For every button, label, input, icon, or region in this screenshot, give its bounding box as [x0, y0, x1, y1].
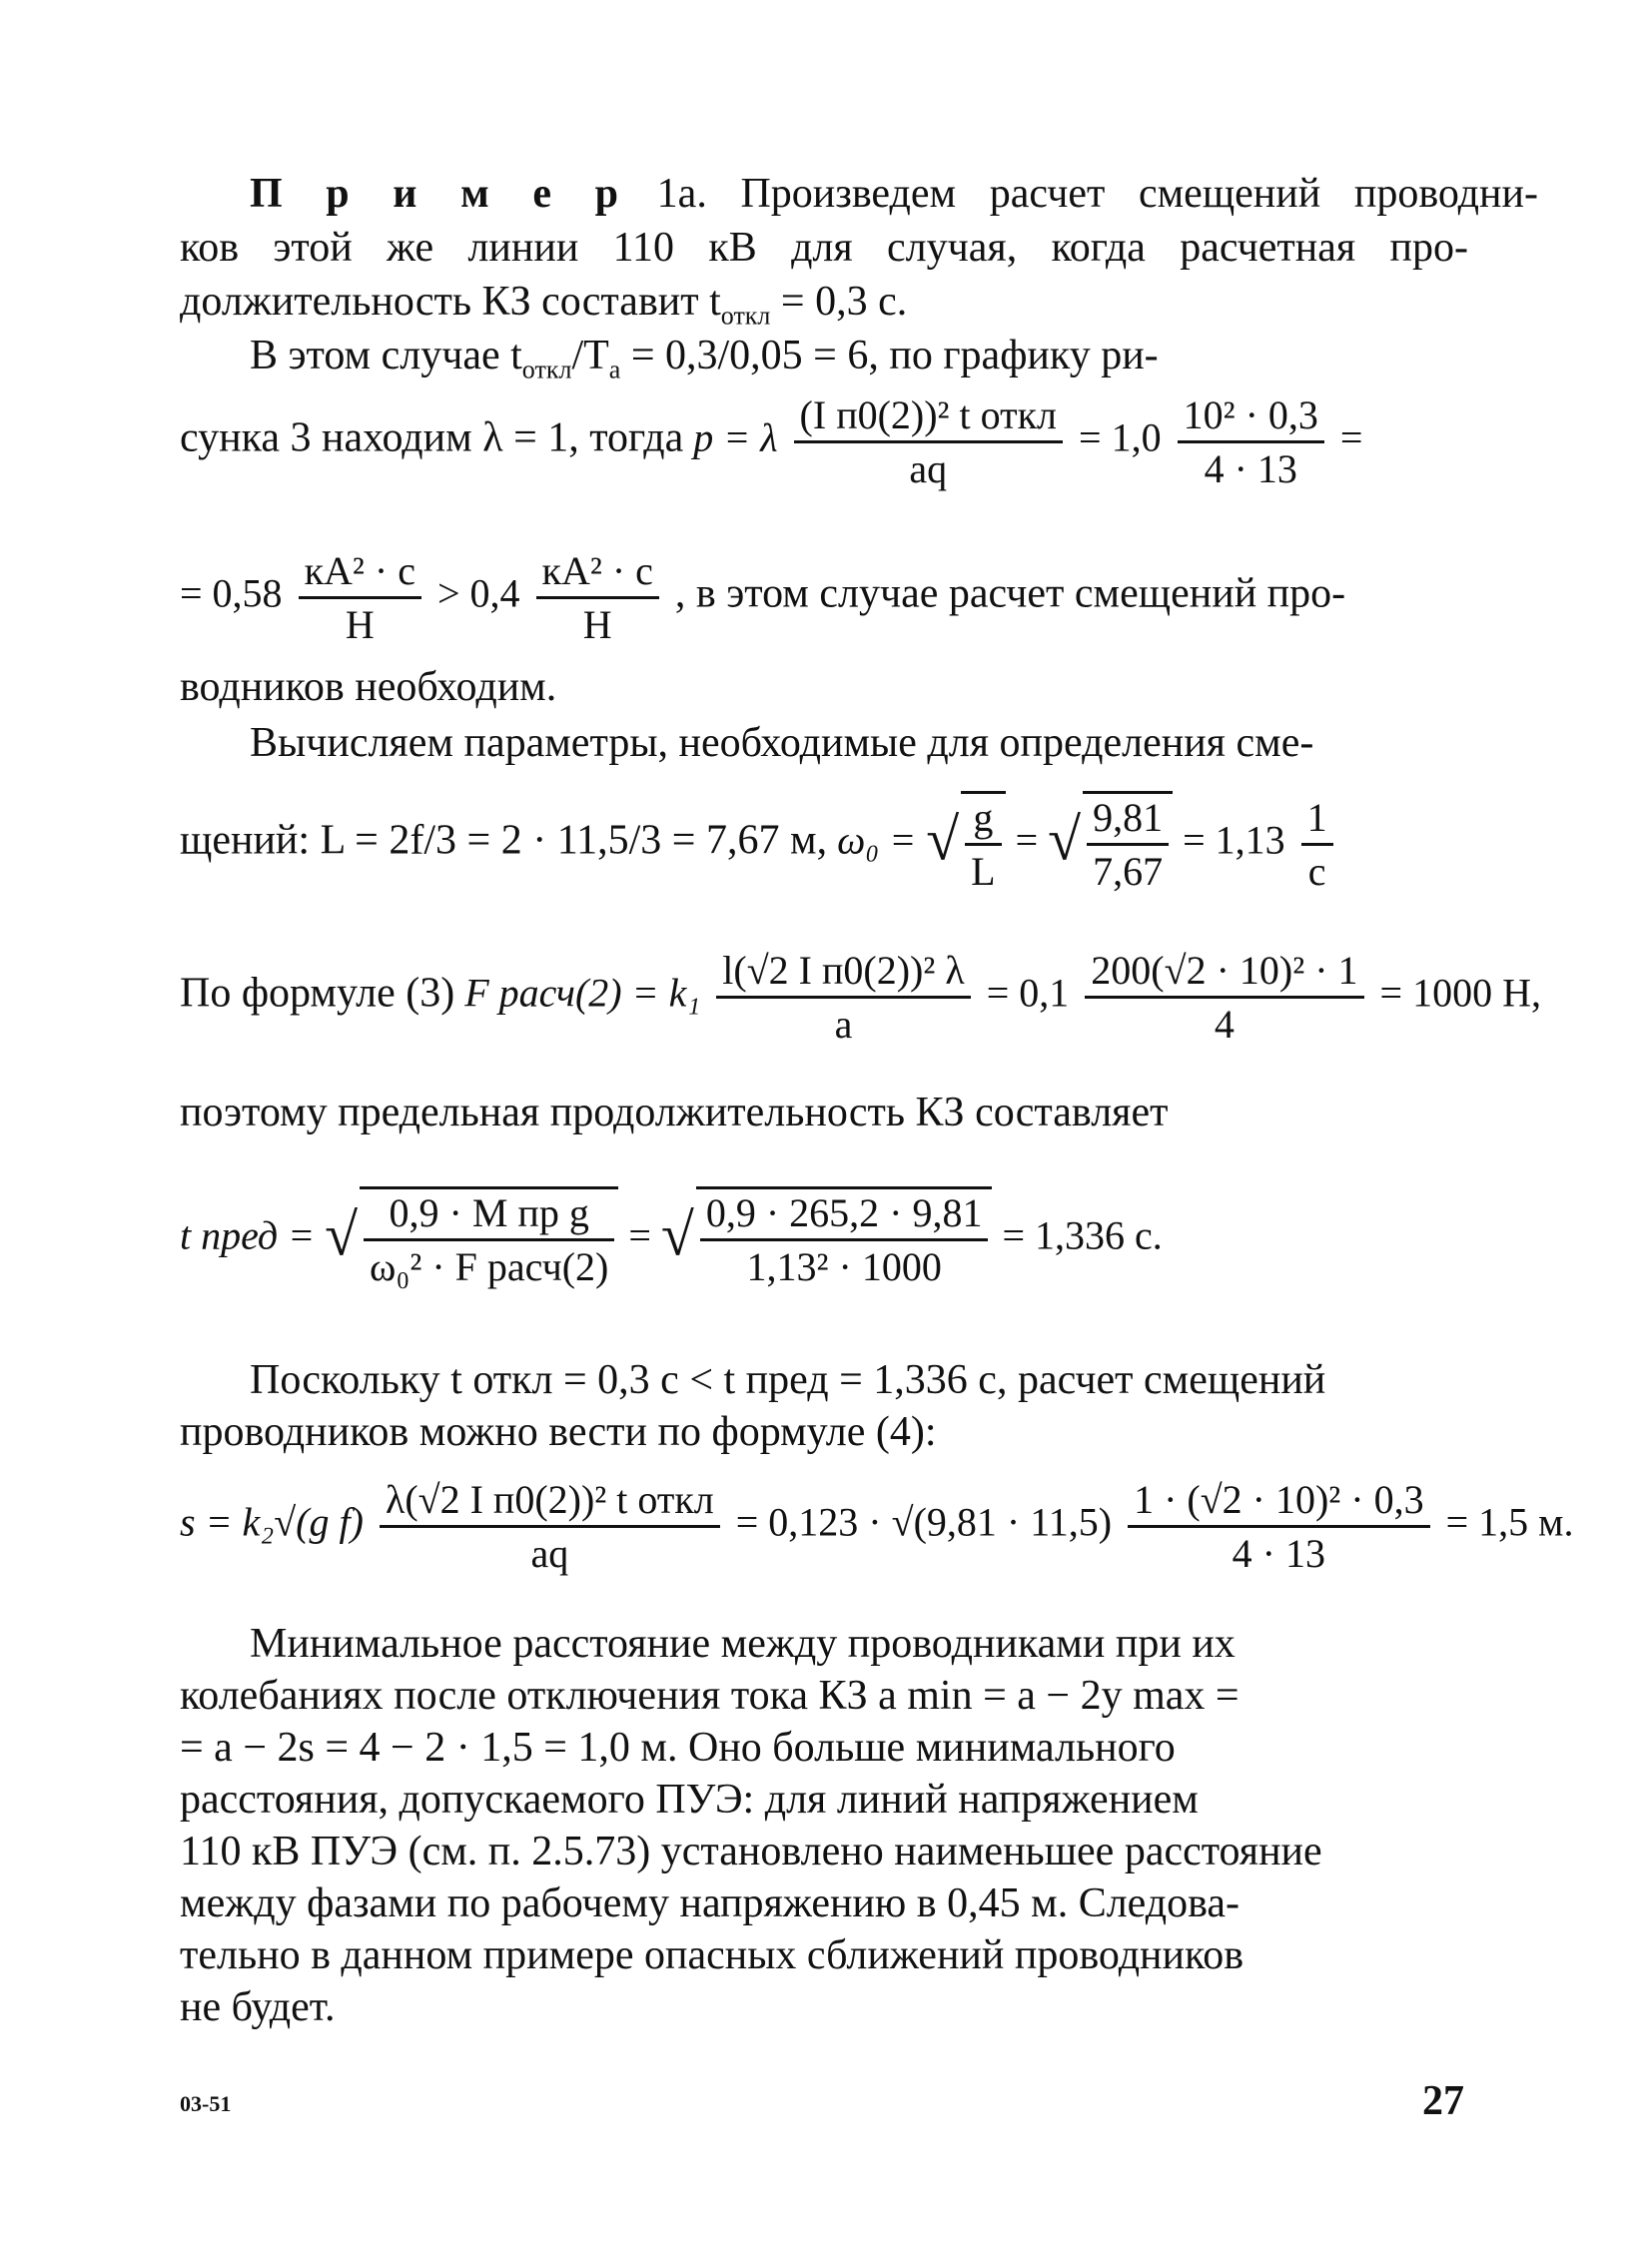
omega-line: щений: L = 2f/3 = 2 · 11,5/3 = 7,67 м, ω₀ = √ $\frac{g}{L}$ = √ $\frac{9,81}{7,67}$ = 1,13 $\frac{1}{с}$: [180, 791, 1339, 895]
p2-line1: В этом случае $t_{откл}/T_а = 0,3/0,05 = 6$, по графику ри-: [250, 333, 1159, 384]
p5-line4: расстояния, допускаемого ПУЭ: для линий напряжением: [180, 1777, 1199, 1823]
formula-3-line: По формуле (3) F расч(2) = k₁ $\frac{\text{l(√2 I п0(2))² λ}}{a}$ = 0,1 $\frac{\text{200(√2 · 10)² · 1}}{4}$ = 1000 Н,: [180, 948, 1541, 1047]
p3-line1: Вычисляем параметры, необходимые для определения сме-: [250, 720, 1314, 766]
p5-line1: Минимальное расстояние между проводниками при их: [250, 1621, 1236, 1667]
p-fraction-values: $\frac{\text{10² · 0,3}}{4 \cdot 13}$: [1178, 391, 1324, 492]
unit-fraction-1: $\frac{\text{кА² · с}}{Н}$: [299, 547, 421, 648]
p1-line1: П р и м е р 1а. Произведем расчет смещений проводни-: [250, 171, 1538, 217]
p1-line2: ков этой же линии 110 кВ для случая, когда расчетная про-: [180, 225, 1468, 271]
p5-line6: между фазами по рабочему напряжению в 0,45 м. Следова-: [180, 1880, 1240, 1926]
example-lead: П р и м е р: [250, 171, 624, 217]
limit-line: поэтому предельная продолжительность КЗ составляет: [180, 1090, 1169, 1135]
p-result-line: = 0,58 $\frac{\text{кА² · с}}{Н}$ > 0,4 $\frac{\text{кА² · с}}{Н}$ , в этом случае расчет смещений про-: [180, 548, 1346, 647]
formula-tpred: t пред = √ $\frac{\text{0,9 · M пр g}}{\text{ω₀² · F расч(2)}}$ = √ $\frac{0,9 \cdot 265,2 \cdot 9,81}{\text{1,13² · 1000}}$ = 1,336 с.: [180, 1186, 1163, 1290]
p5-line5: 110 кВ ПУЭ (см. п. 2.5.73) установлено наименьшее расстояние: [180, 1829, 1322, 1874]
print-code: 03-51: [180, 2091, 232, 2116]
p5-line2: колебаниях после отключения тока КЗ a min = a − 2y max =: [180, 1673, 1239, 1719]
p1-line3: должительность КЗ составит $t_{откл} = 0,3$ с.: [180, 279, 908, 331]
p4-line2: проводников можно вести по формуле (4):: [180, 1409, 937, 1455]
p2-line4: водников необходим.: [180, 664, 557, 710]
formula-4-line: s = k₂√(g f) $\frac{\text{λ(√2 I п0(2))² t откл}}{aq}$ = 0,123 · √(9,81 · 11,5) $\frac{\text{1 · (√2 · 10)² · 0,3}}{4 \cdot 13}$ = 1,5 м.: [180, 1477, 1574, 1576]
page-number: 27: [1422, 2078, 1464, 2124]
p5-line3: = a − 2s = 4 − 2 · 1,5 = 1,0 м. Оно больше минимального: [180, 1725, 1176, 1771]
p4-line1: Поскольку t откл = 0,3 с < t пред = 1,336 с, расчет смещений: [250, 1357, 1326, 1403]
p5-line7: тельно в данном примере опасных сближений проводников: [180, 1932, 1244, 1978]
p-formula-line: сунка 3 находим λ = 1, тогда p = λ $\frac{\text{(I п0(2))² t откл}}{aq}$ = 1,0 $\frac{\text{10² · 0,3}}{4 \cdot 13}$ =: [180, 392, 1363, 491]
p5-line8: не будет.: [180, 1984, 336, 2030]
p-fraction: $\frac{\text{(I п0(2))² t откл}}{aq}$: [794, 391, 1063, 492]
unit-fraction-2: $\frac{\text{кА² · с}}{Н}$: [536, 547, 659, 648]
